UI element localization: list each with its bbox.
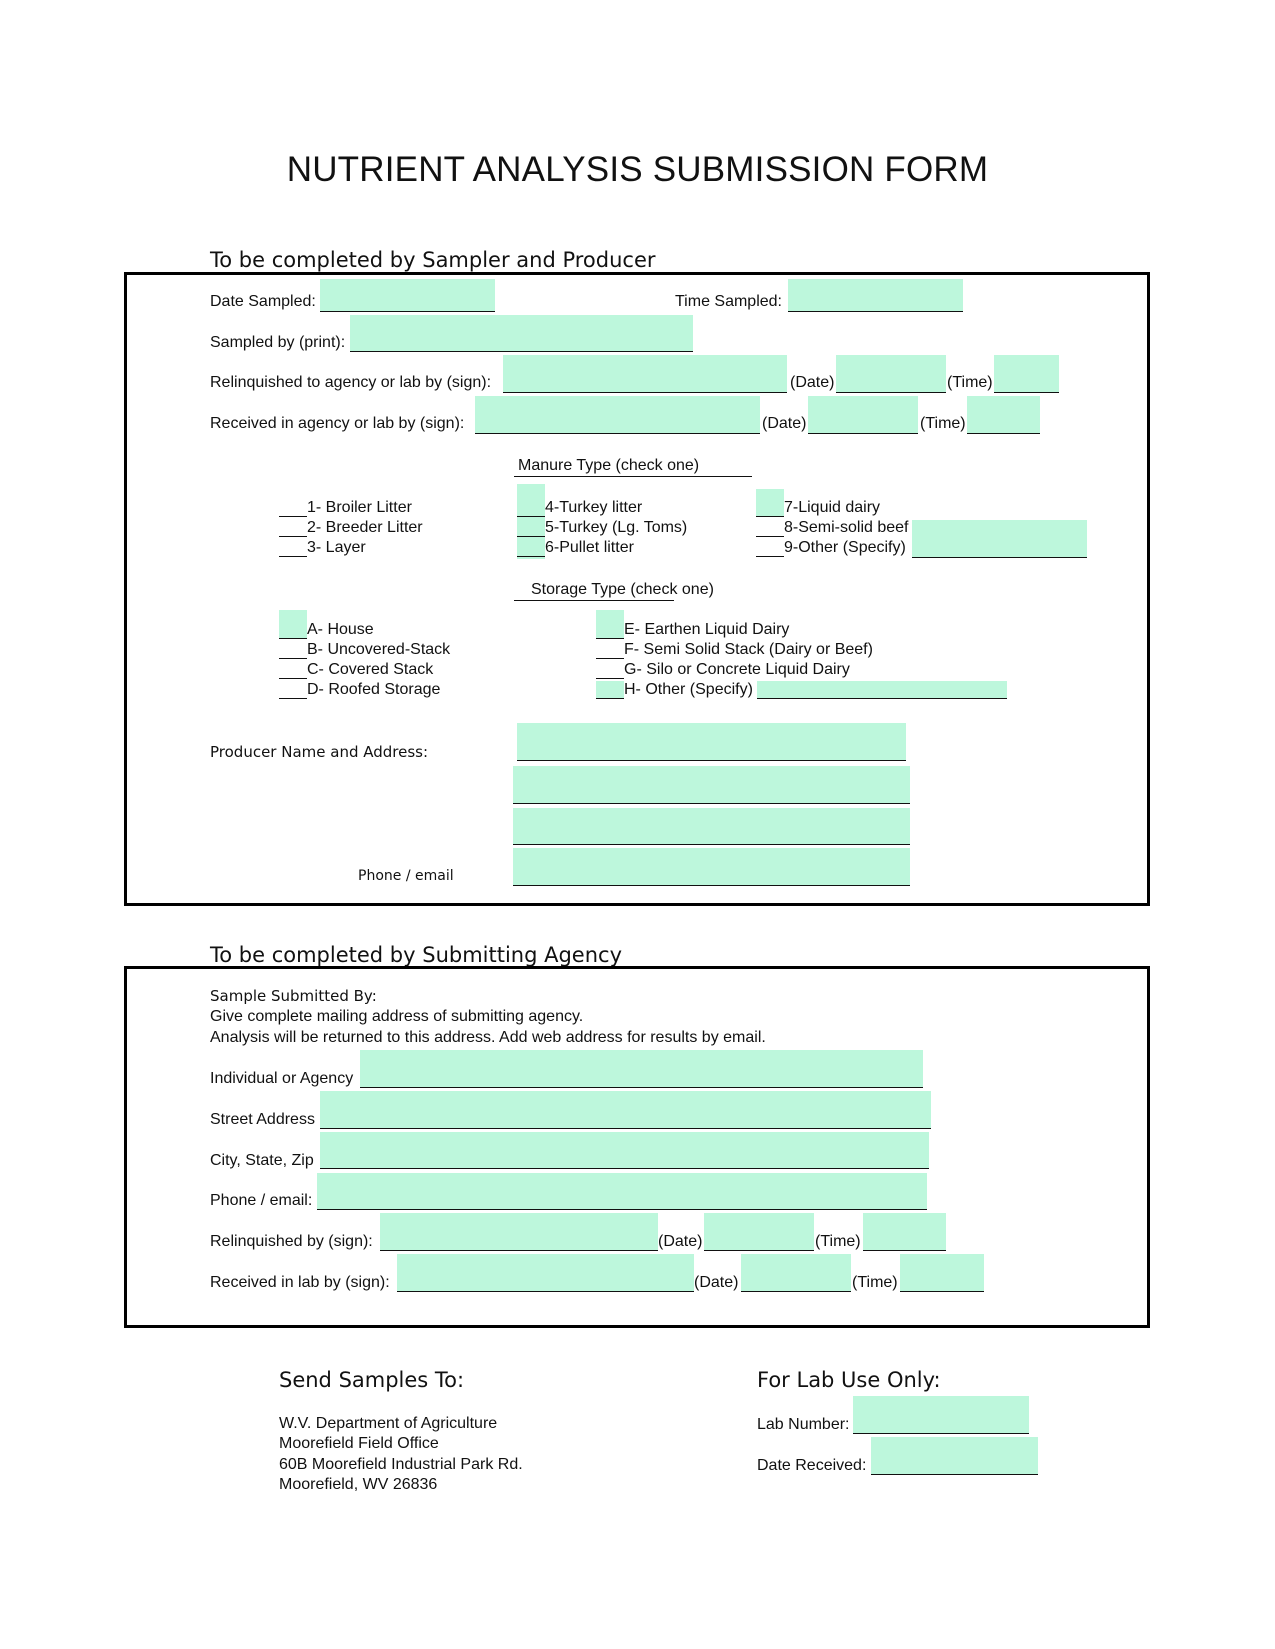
storage-g-blank[interactable] bbox=[596, 678, 624, 679]
lab-number-underline bbox=[853, 1433, 1029, 1434]
relinquished-sign-field[interactable] bbox=[503, 355, 787, 393]
date-sampled-label: Date Sampled: bbox=[210, 293, 316, 310]
relinquished-date-underline bbox=[836, 392, 946, 393]
storage-d-blank[interactable] bbox=[279, 698, 307, 699]
date-sampled-field[interactable] bbox=[320, 279, 495, 312]
storage-other-specify-field[interactable] bbox=[757, 681, 1007, 699]
manure-3-blank[interactable] bbox=[279, 556, 307, 557]
producer-phone-email-field[interactable] bbox=[513, 848, 910, 886]
lab-received-time-field[interactable] bbox=[900, 1254, 984, 1292]
agency-relinquished-time-label: (Time) bbox=[815, 1233, 861, 1250]
storage-c-label: C- Covered Stack bbox=[307, 661, 434, 678]
individual-agency-underline bbox=[360, 1087, 923, 1088]
received-label: Received in agency or lab by (sign): bbox=[210, 415, 465, 432]
received-time-field[interactable] bbox=[967, 396, 1040, 434]
individual-agency-field[interactable] bbox=[360, 1050, 923, 1088]
storage-c-blank[interactable] bbox=[279, 678, 307, 679]
producer-phone-email-underline bbox=[513, 885, 910, 886]
send-samples-heading: Send Samples To: bbox=[279, 1368, 465, 1392]
received-sign-underline bbox=[475, 433, 760, 434]
send-address-line-4: Moorefield, WV 26836 bbox=[279, 1476, 438, 1493]
relinquished-time-label: (Time) bbox=[947, 374, 993, 391]
section1-heading: To be completed by Sampler and Producer bbox=[210, 248, 656, 272]
agency-relinquished-time-field[interactable] bbox=[863, 1213, 946, 1251]
manure-9-label: 9-Other (Specify) bbox=[784, 539, 906, 556]
relinquished-time-underline bbox=[994, 392, 1059, 393]
received-date-label: (Date) bbox=[762, 415, 807, 432]
manure-7-blank[interactable] bbox=[756, 516, 784, 517]
manure-type-heading: Manure Type (check one) bbox=[518, 457, 700, 474]
city-state-zip-label: City, State, Zip bbox=[210, 1152, 314, 1169]
street-address-label: Street Address bbox=[210, 1111, 315, 1128]
sampled-by-field[interactable] bbox=[350, 315, 693, 352]
phone-email-field[interactable] bbox=[317, 1173, 927, 1210]
lab-received-time-label: (Time) bbox=[852, 1274, 898, 1291]
storage-a-checkbox-fill[interactable] bbox=[279, 610, 307, 639]
lab-received-label: Received in lab by (sign): bbox=[210, 1274, 390, 1291]
manure-7-label: 7-Liquid dairy bbox=[784, 499, 881, 516]
instruction-line-2: Analysis will be returned to this address. Add web address for results by email. bbox=[210, 1029, 766, 1046]
producer-line-1-field[interactable] bbox=[517, 723, 906, 761]
manure-1-blank[interactable] bbox=[279, 516, 307, 517]
storage-heading-underline bbox=[514, 600, 674, 601]
producer-phone-email-label: Phone / email bbox=[358, 868, 454, 884]
manure-2-label: 2- Breeder Litter bbox=[307, 519, 423, 536]
date-received-underline bbox=[871, 1474, 1038, 1475]
manure-6-blank[interactable] bbox=[517, 556, 545, 557]
producer-line-3-underline bbox=[513, 844, 910, 845]
storage-h-blank[interactable] bbox=[596, 698, 624, 699]
lab-number-label: Lab Number: bbox=[757, 1416, 850, 1433]
agency-relinquished-time-underline bbox=[863, 1250, 946, 1251]
send-address-line-1: W.V. Department of Agriculture bbox=[279, 1415, 498, 1432]
producer-line-3-field[interactable] bbox=[513, 808, 910, 845]
time-sampled-underline bbox=[788, 311, 963, 312]
storage-g-label: G- Silo or Concrete Liquid Dairy bbox=[624, 661, 850, 678]
storage-e-label: E- Earthen Liquid Dairy bbox=[624, 621, 790, 638]
manure-5-blank[interactable] bbox=[517, 536, 545, 537]
lab-received-date-label: (Date) bbox=[694, 1274, 739, 1291]
received-date-field[interactable] bbox=[808, 396, 918, 434]
manure-8-blank[interactable] bbox=[756, 536, 784, 537]
relinquished-date-label: (Date) bbox=[790, 374, 835, 391]
manure-3-label: 3- Layer bbox=[307, 539, 366, 556]
relinquished-time-field[interactable] bbox=[994, 355, 1059, 393]
phone-email-underline bbox=[317, 1209, 927, 1210]
street-address-underline bbox=[320, 1128, 931, 1129]
storage-d-label: D- Roofed Storage bbox=[307, 681, 441, 698]
form-title: NUTRIENT ANALYSIS SUBMISSION FORM bbox=[286, 150, 989, 189]
storage-h-checkbox-fill[interactable] bbox=[596, 681, 624, 699]
relinquished-label: Relinquished to agency or lab by (sign): bbox=[210, 374, 492, 391]
instruction-line-1: Give complete mailing address of submitting agency. bbox=[210, 1008, 584, 1025]
manure-2-blank[interactable] bbox=[279, 536, 307, 537]
manure-7-checkbox-fill[interactable] bbox=[756, 489, 784, 517]
agency-relinquished-date-label: (Date) bbox=[658, 1233, 703, 1250]
lab-received-sign-underline bbox=[397, 1291, 694, 1292]
agency-relinquished-date-underline bbox=[704, 1250, 814, 1251]
lab-use-heading: For Lab Use Only: bbox=[757, 1368, 941, 1392]
relinquished-date-field[interactable] bbox=[836, 355, 946, 393]
time-sampled-field[interactable] bbox=[788, 279, 963, 312]
storage-e-blank[interactable] bbox=[596, 638, 624, 639]
lab-received-date-underline bbox=[741, 1291, 851, 1292]
agency-relinquished-sign-underline bbox=[380, 1250, 658, 1251]
date-received-label: Date Received: bbox=[757, 1457, 867, 1474]
date-received-field[interactable] bbox=[871, 1437, 1038, 1475]
storage-h-label: H- Other (Specify) bbox=[624, 681, 753, 698]
send-address-line-2: Moorefield Field Office bbox=[279, 1435, 439, 1452]
manure-heading-underline bbox=[514, 476, 752, 477]
storage-f-blank[interactable] bbox=[596, 658, 624, 659]
lab-received-time-underline bbox=[900, 1291, 984, 1292]
agency-relinquished-sign-field[interactable] bbox=[380, 1213, 658, 1251]
manure-5-label: 5-Turkey (Lg. Toms) bbox=[545, 519, 688, 536]
producer-line-2-underline bbox=[513, 803, 910, 804]
manure-4-label: 4-Turkey litter bbox=[545, 499, 643, 516]
agency-relinquished-label: Relinquished by (sign): bbox=[210, 1233, 373, 1250]
manure-1-label: 1- Broiler Litter bbox=[307, 499, 412, 516]
storage-a-label: A- House bbox=[307, 621, 374, 638]
storage-a-blank[interactable] bbox=[279, 638, 307, 639]
time-sampled-label: Time Sampled: bbox=[675, 293, 782, 310]
sampled-by-label: Sampled by (print): bbox=[210, 334, 346, 351]
manure-other-specify-underline bbox=[912, 557, 1087, 558]
manure-4-blank[interactable] bbox=[517, 516, 545, 517]
manure-6-label: 6-Pullet litter bbox=[545, 539, 634, 556]
storage-f-label: F- Semi Solid Stack (Dairy or Beef) bbox=[624, 641, 873, 658]
lab-received-date-field[interactable] bbox=[741, 1254, 851, 1292]
date-sampled-underline bbox=[320, 311, 495, 312]
lab-received-sign-field[interactable] bbox=[397, 1254, 694, 1292]
street-address-field[interactable] bbox=[320, 1091, 931, 1129]
manure-9-blank[interactable] bbox=[756, 556, 784, 557]
storage-e-checkbox-fill[interactable] bbox=[596, 610, 624, 639]
manure-other-specify-field[interactable] bbox=[912, 520, 1087, 558]
manure-4-6-checkbox-fill[interactable] bbox=[517, 484, 545, 559]
sample-submitted-by-label: Sample Submitted By: bbox=[210, 987, 377, 1005]
city-state-zip-underline bbox=[320, 1168, 929, 1169]
storage-other-specify-underline bbox=[757, 698, 1007, 699]
individual-agency-label: Individual or Agency bbox=[210, 1070, 354, 1087]
received-time-underline bbox=[967, 433, 1040, 434]
city-state-zip-field[interactable] bbox=[320, 1132, 929, 1169]
agency-relinquished-date-field[interactable] bbox=[704, 1213, 814, 1251]
producer-line-2-field[interactable] bbox=[513, 766, 910, 804]
phone-email-label: Phone / email: bbox=[210, 1192, 313, 1209]
section2-heading: To be completed by Submitting Agency bbox=[210, 943, 623, 967]
storage-type-heading: Storage Type (check one) bbox=[531, 581, 714, 598]
storage-b-blank[interactable] bbox=[279, 658, 307, 659]
lab-number-field[interactable] bbox=[853, 1396, 1029, 1434]
received-date-underline bbox=[808, 433, 918, 434]
sampled-by-underline bbox=[350, 351, 693, 352]
producer-line-1-underline bbox=[517, 760, 906, 761]
relinquished-sign-underline bbox=[503, 392, 787, 393]
storage-b-label: B- Uncovered-Stack bbox=[307, 641, 451, 658]
received-time-label: (Time) bbox=[920, 415, 966, 432]
received-sign-field[interactable] bbox=[475, 396, 760, 434]
send-address-line-3: 60B Moorefield Industrial Park Rd. bbox=[279, 1456, 523, 1473]
producer-name-address-label: Producer Name and Address: bbox=[210, 743, 429, 761]
manure-8-label: 8-Semi-solid beef bbox=[784, 519, 909, 536]
